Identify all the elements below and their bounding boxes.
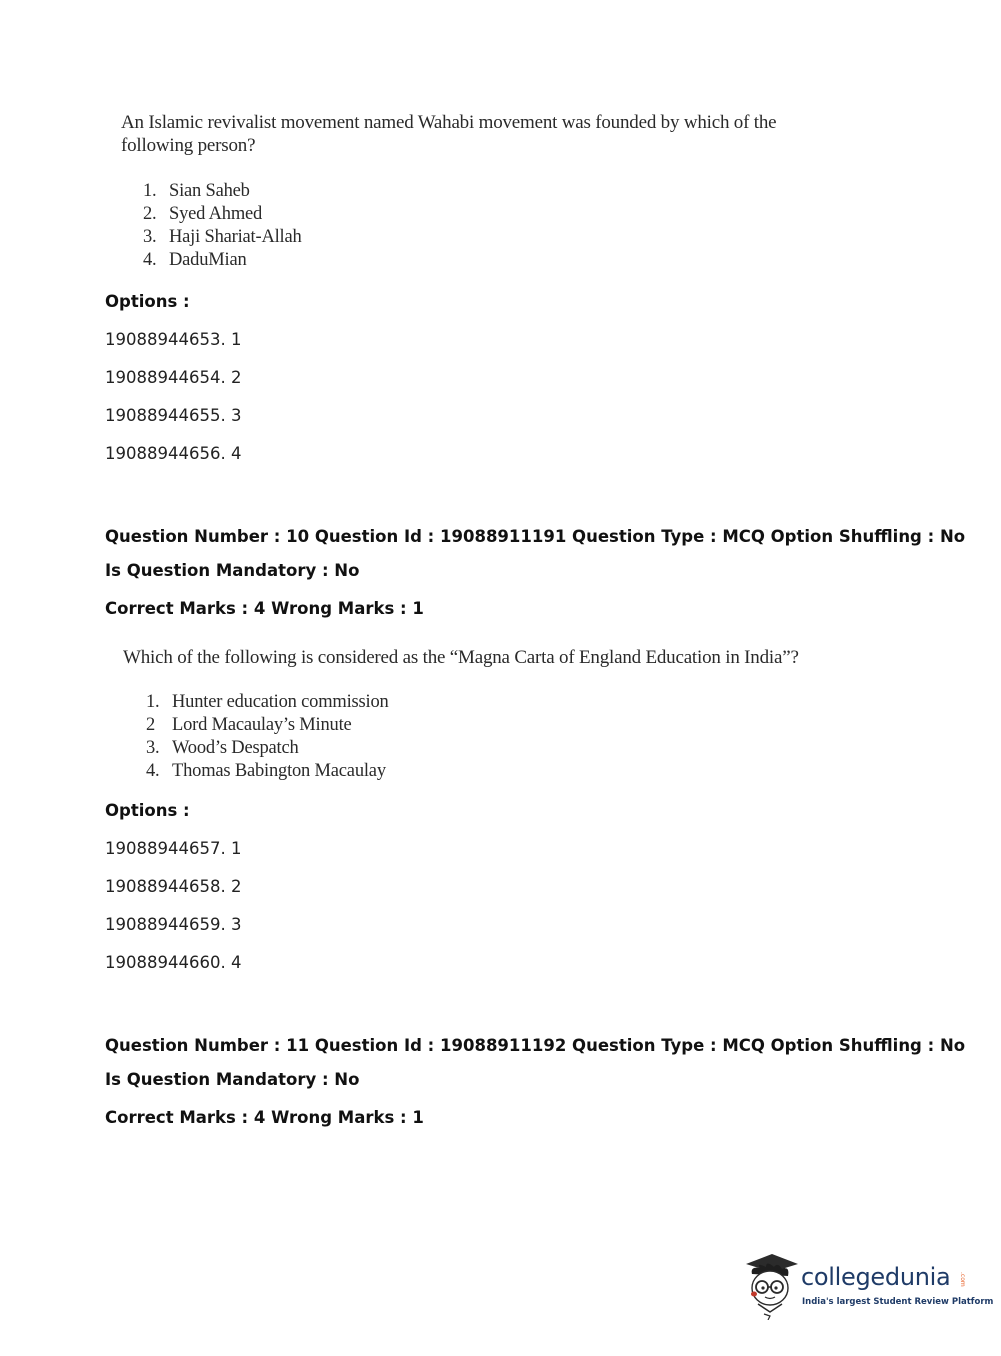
option-line: 19088944659. 3: [105, 915, 242, 934]
choice-item: 3. Haji Shariat-Allah: [143, 227, 302, 247]
question-10-meta-line1: Question Number : 10 Question Id : 19088911191 Question Type : MCQ Option Shuffling : No: [105, 527, 966, 546]
collegedunia-logo: [742, 1250, 994, 1320]
options-heading: Options :: [105, 801, 190, 820]
question-10-mandatory: Is Question Mandatory : No: [105, 561, 360, 580]
choice-item: 2 Lord Macaulay’s Minute: [146, 715, 352, 735]
option-line: 19088944655. 3: [105, 406, 242, 425]
options-heading: Options :: [105, 292, 190, 311]
question-11-meta-line1: Question Number : 11 Question Id : 19088911192 Question Type : MCQ Option Shuffling : No: [105, 1036, 966, 1055]
option-line: 19088944657. 1: [105, 839, 242, 858]
question-10-marks: Correct Marks : 4 Wrong Marks : 1: [105, 599, 424, 618]
logo-wordmark: collegedunia: [801, 1263, 951, 1291]
question-10-text: Which of the following is considered as the “Magna Carta of England Education in India”?: [123, 647, 799, 668]
choice-item: 2. Syed Ahmed: [143, 204, 263, 224]
option-line: 19088944653. 1: [105, 330, 242, 349]
option-line: 19088944654. 2: [105, 368, 242, 387]
question-11-mandatory: Is Question Mandatory : No: [105, 1070, 360, 1089]
question-11-marks: Correct Marks : 4 Wrong Marks : 1: [105, 1108, 424, 1127]
option-line: 19088944658. 2: [105, 877, 242, 896]
choice-item: 4. Thomas Babington Macaulay: [146, 761, 386, 781]
choice-item: 4. DaduMian: [143, 250, 247, 270]
logo-tagline: India's largest Student Review Platform: [802, 1297, 994, 1307]
option-line: 19088944660. 4: [105, 953, 242, 972]
question-9-choices: [143, 180, 302, 272]
choice-item: 3. Wood’s Despatch: [146, 738, 299, 758]
choice-item: 1. Sian Saheb: [143, 181, 250, 201]
option-line: 19088944656. 4: [105, 444, 242, 463]
choice-item: 1. Hunter education commission: [146, 692, 389, 712]
question-10-choices: [146, 691, 389, 783]
logo-suffix: .com: [959, 1272, 966, 1287]
student-mascot-icon: [742, 1250, 800, 1320]
question-9-text-line1: An Islamic revivalist movement named Wahabi movement was founded by which of the: [121, 112, 777, 133]
question-9-text-line2: following person?: [121, 135, 256, 156]
